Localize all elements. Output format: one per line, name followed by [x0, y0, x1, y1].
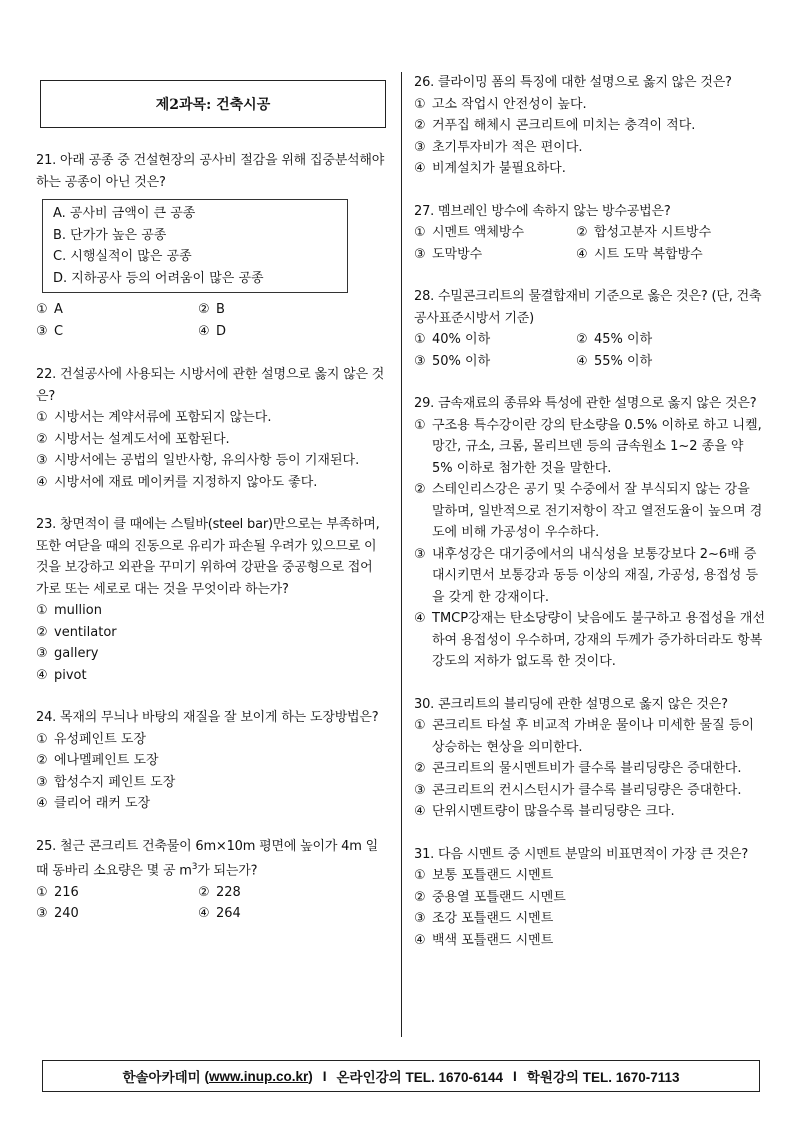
choice-text: pivot	[54, 667, 87, 683]
question-22	[36, 364, 386, 493]
choice-2[interactable]	[36, 622, 386, 644]
choice-number: ③	[414, 353, 426, 369]
choice-number: ②	[576, 225, 588, 240]
box-line: B. 단가가 높은 공종	[53, 227, 167, 243]
question-stem: 24. 목재의 무늬나 바탕의 재질을 잘 보이게 하는 도장방법은?	[36, 710, 379, 725]
choice-number: ④	[414, 932, 426, 948]
question-27	[414, 201, 766, 266]
offline-phone: 학원강의 TEL. 1670-7113	[526, 1070, 680, 1085]
choice-text: 중용열 포틀랜드 시멘트	[432, 889, 566, 905]
choice-number: ④	[414, 804, 426, 819]
choice-1[interactable]	[36, 407, 386, 429]
choice-number: ②	[198, 884, 210, 900]
question-stem: 22. 건설공사에 사용되는 시방서에 관한 설명으로 옳지 않은 것은?	[36, 367, 385, 404]
choice-2[interactable]	[414, 887, 766, 909]
choice-number: ④	[198, 323, 210, 339]
choice-text: A	[54, 302, 63, 317]
choice-text: 백색 포틀랜드 시멘트	[432, 932, 554, 948]
choice-3[interactable]	[36, 772, 386, 794]
choice-3[interactable]	[414, 351, 576, 373]
choice-text: 단위시멘트량이 많을수록 블리딩량은 크다.	[432, 804, 675, 819]
choice-number: ④	[36, 474, 48, 490]
choice-3[interactable]	[36, 450, 386, 472]
choice-3[interactable]	[414, 137, 766, 159]
choice-text: 합성수지 페인트 도장	[54, 774, 176, 790]
choice-4[interactable]	[414, 801, 766, 823]
choice-text: 도막방수	[432, 246, 483, 262]
choice-row	[414, 351, 766, 373]
choice-number: ③	[36, 774, 48, 790]
choice-text: 조강 포틀랜드 시멘트	[432, 911, 554, 926]
choice-2[interactable]	[198, 882, 241, 904]
choice-3[interactable]	[414, 780, 766, 802]
question-stem: 29. 금속재료의 종류와 특성에 관한 설명으로 옳지 않은 것은?	[414, 396, 757, 411]
choice-2[interactable]	[36, 429, 386, 451]
choice-row	[36, 321, 386, 343]
choice-number: ④	[36, 667, 48, 683]
choice-number: ③	[36, 323, 48, 339]
website-link[interactable]: www.inup.co.kr	[208, 1068, 309, 1084]
left-column	[36, 72, 386, 925]
choice-text: 스테인리스강은 공기 및 수중에서 잘 부식되지 않는 강을 말하며, 일반적으로 전기저항이 작고 열전도율이 높으며 경도에 비해 가공성이 우수하다.	[432, 482, 763, 540]
choice-1[interactable]	[36, 729, 386, 751]
choice-1[interactable]	[36, 299, 198, 321]
choice-4[interactable]	[414, 158, 766, 180]
choice-row	[414, 329, 766, 351]
box-line: D. 지하공사 등의 어려움이 많은 공종	[53, 270, 264, 286]
choice-text: ventilator	[54, 624, 117, 640]
choice-1[interactable]	[36, 600, 386, 622]
choice-3[interactable]	[36, 321, 198, 343]
choice-text: mullion	[54, 603, 102, 618]
question-31	[414, 844, 766, 952]
choice-number: ①	[36, 884, 48, 900]
choice-text: gallery	[54, 646, 99, 661]
choice-1[interactable]	[414, 94, 766, 116]
choice-text: 264	[216, 906, 241, 922]
choice-number: ③	[36, 906, 48, 922]
choice-text: 45% 이하	[594, 332, 653, 347]
choice-text: 합성고분자 시트방수	[594, 225, 712, 240]
question-stem	[36, 836, 386, 882]
choice-4[interactable]	[576, 351, 652, 373]
choice-row	[414, 222, 766, 244]
choice-number: ①	[414, 225, 426, 240]
separator: I	[513, 1068, 517, 1084]
choice-text: 유성페인트 도장	[54, 731, 147, 747]
choice-4[interactable]	[198, 321, 226, 343]
choice-number: ③	[414, 546, 426, 562]
choice-text: 에나멜페인트 도장	[54, 753, 159, 768]
choice-4[interactable]	[414, 608, 766, 673]
choice-text: 거푸집 해체시 콘크리트에 미치는 충격이 적다.	[432, 118, 696, 133]
choice-4[interactable]	[36, 665, 386, 687]
choice-1[interactable]	[414, 715, 766, 758]
choice-text: 시트 도막 복합방수	[594, 246, 703, 262]
choice-number: ②	[198, 302, 210, 317]
choice-text: 228	[216, 884, 241, 900]
choice-number: ②	[414, 482, 426, 497]
choice-text: 216	[54, 884, 79, 900]
choice-number: ③	[414, 911, 426, 926]
choice-3[interactable]	[36, 903, 198, 925]
choice-row	[36, 299, 386, 321]
question-28	[414, 286, 766, 372]
question-stem: 21. 아래 공종 중 건설현장의 공사비 절감을 위해 집중분석해야하는 공종이 아닌 것은?	[36, 153, 385, 190]
choice-number: ④	[576, 353, 588, 369]
choice-row	[414, 244, 766, 266]
question-30	[414, 694, 766, 823]
question-stem: 31. 다음 시멘트 중 시멘트 분말의 비표면적이 가장 큰 것은?	[414, 846, 749, 862]
choice-number: ②	[36, 431, 48, 447]
choice-2[interactable]	[414, 758, 766, 780]
choice-1[interactable]	[414, 415, 766, 480]
choice-text: 시방서에 재료 메이커를 지정하지 않아도 좋다.	[54, 474, 318, 490]
choice-number: ①	[414, 718, 426, 733]
choice-2[interactable]	[576, 222, 711, 244]
question-26	[414, 72, 766, 180]
choice-text: 시멘트 액체방수	[432, 225, 525, 240]
choice-text: 40% 이하	[432, 332, 491, 347]
choice-number: ①	[36, 731, 48, 747]
choice-text: TMCP강재는 탄소당량이 낮음에도 불구하고 용접성을 개선하여 용접성이 우수하며, 강재의 두께가 증가하더라도 항복강도의 저하가 없도록 한 것이다.	[432, 611, 766, 669]
question-stem: 26. 클라이밍 폼의 특징에 대한 설명으로 옳지 않은 것은?	[414, 75, 732, 90]
question-25	[36, 836, 386, 925]
choice-3[interactable]	[414, 244, 576, 266]
choice-number: ④	[414, 611, 426, 626]
choice-3[interactable]	[36, 643, 386, 665]
choice-text: 시방서는 설계도서에 포함된다.	[54, 431, 230, 447]
column-divider	[401, 72, 402, 1037]
stem-text: 가 되는가?	[197, 863, 258, 879]
choice-number: ③	[414, 139, 426, 155]
choice-1[interactable]	[36, 882, 198, 904]
box-line: A. 공사비 금액이 큰 공종	[53, 206, 196, 221]
choice-2[interactable]	[198, 299, 225, 321]
choice-number: ①	[414, 417, 426, 433]
question-21	[36, 150, 386, 342]
choice-text: 55% 이하	[594, 353, 653, 369]
superscript: 3	[191, 862, 198, 872]
choice-number: ①	[36, 302, 48, 317]
choice-number: ①	[414, 96, 426, 112]
stem-text: 25. 철근 콘크리트 건축물이 6m×10m 평면에 높이가 4m 일 때 동바리 소요량은 몇 공 m	[36, 838, 378, 879]
choice-text: 50% 이하	[432, 353, 491, 369]
choice-number: ②	[36, 624, 48, 640]
choice-number: ④	[414, 161, 426, 176]
choice-number: ②	[576, 332, 588, 347]
choice-number: ②	[414, 118, 426, 133]
question-24	[36, 707, 386, 815]
choice-text: 고소 작업시 안전성이 높다.	[432, 96, 587, 112]
box-line: C. 시행실적이 많은 공종	[53, 249, 192, 264]
choice-4[interactable]	[36, 472, 386, 494]
choice-number: ②	[36, 753, 48, 768]
choice-3[interactable]	[414, 908, 766, 930]
choice-number: ①	[414, 332, 426, 347]
choice-text: 시방서는 계약서류에 포함되지 않는다.	[54, 410, 272, 425]
academy-name: 한솔아카데미	[122, 1070, 201, 1085]
choice-text: 240	[54, 906, 79, 922]
choice-text: 시방서에는 공법의 일반사항, 유의사항 등이 기재된다.	[54, 453, 360, 468]
choice-2[interactable]	[414, 115, 766, 137]
separator: I	[322, 1068, 327, 1084]
choice-text: D	[216, 323, 227, 339]
choice-4[interactable]	[36, 793, 386, 815]
paren-open: (	[200, 1068, 209, 1084]
question-23	[36, 514, 386, 686]
choice-text: 구조용 특수강이란 강의 탄소량을 0.5% 이하로 하고 니켈, 망간, 규소, 크롬, 몰리브덴 등의 금속원소 1~2 종을 약 5% 이하로 첨가한 것을 말한다.	[432, 417, 762, 476]
question-stem: 23. 창면적이 클 때에는 스틸바(steel bar)만으로는 부족하며, 또한 여닫을 때의 진동으로 유리가 파손될 우려가 있으므로 이것을 보강하고 외관을 꾸미기 위하여 강판을 중공형으로 접어 가로 또는 세로로 대는 것을 무엇이라 하는가?	[36, 517, 380, 597]
question-29	[414, 393, 766, 673]
choice-text: 클리어 래커 도장	[54, 796, 151, 811]
choice-2[interactable]	[36, 750, 386, 772]
choice-text: 내후성강은 대기중에서의 내식성을 보통강보다 2~6배 증대시키면서 보통강과 동등 이상의 재질, 가공성, 용접성 등을 갖게 한 강재이다.	[432, 546, 759, 605]
choice-text: 콘크리트의 물시멘트비가 클수록 블리딩량은 증대한다.	[432, 761, 742, 776]
choice-1[interactable]	[414, 865, 766, 887]
right-column	[414, 72, 766, 951]
footer-banner	[42, 1060, 760, 1092]
choice-number: ③	[414, 782, 426, 798]
choice-text: 초기투자비가 적은 편이다.	[432, 139, 583, 155]
choice-number: ①	[36, 603, 48, 618]
choice-4[interactable]	[198, 903, 241, 925]
choice-number: ③	[36, 646, 48, 661]
choice-number: ④	[576, 246, 588, 262]
choice-1[interactable]	[414, 222, 576, 244]
choice-text: 비계설치가 불필요하다.	[432, 161, 566, 176]
choice-4[interactable]	[414, 930, 766, 952]
choice-number: ①	[414, 868, 426, 883]
choice-number: ①	[36, 410, 48, 425]
choice-2[interactable]	[576, 329, 652, 351]
choice-text: 콘크리트의 컨시스턴시가 클수록 블리딩량은 증대한다.	[432, 782, 742, 798]
choice-3[interactable]	[414, 544, 766, 609]
choice-1[interactable]	[414, 329, 576, 351]
choice-text: 콘크리트 타설 후 비교적 가벼운 물이나 미세한 물질 등이 상승하는 현상을 의미한다.	[432, 718, 754, 755]
paren-close: )	[308, 1068, 313, 1084]
question-stem: 27. 멤브레인 방수에 속하지 않는 방수공법은?	[414, 203, 671, 219]
choice-4[interactable]	[576, 244, 703, 266]
choice-number: ④	[198, 906, 210, 922]
question-stem: 28. 수밀콘크리트의 물결합재비 기준으로 옳은 것은? (단, 건축공사표준시방서 기준)	[414, 289, 762, 326]
choice-text: B	[216, 302, 225, 317]
online-phone: 온라인강의 TEL. 1670-6144	[336, 1070, 504, 1085]
choice-2[interactable]	[414, 479, 766, 544]
choice-text: C	[54, 323, 64, 339]
question-stem: 30. 콘크리트의 블리딩에 관한 설명으로 옳지 않은 것은?	[414, 696, 728, 712]
choice-row	[36, 903, 386, 925]
choice-number: ②	[414, 889, 426, 905]
choice-number: ③	[36, 453, 48, 468]
choice-row	[36, 882, 386, 904]
choice-number: ②	[414, 761, 426, 776]
condition-box	[42, 199, 348, 293]
section-title: 제2과목: 건축시공	[40, 80, 386, 128]
choice-number: ③	[414, 246, 426, 262]
choice-number: ④	[36, 796, 48, 811]
choice-text: 보통 포틀랜드 시멘트	[432, 868, 554, 883]
